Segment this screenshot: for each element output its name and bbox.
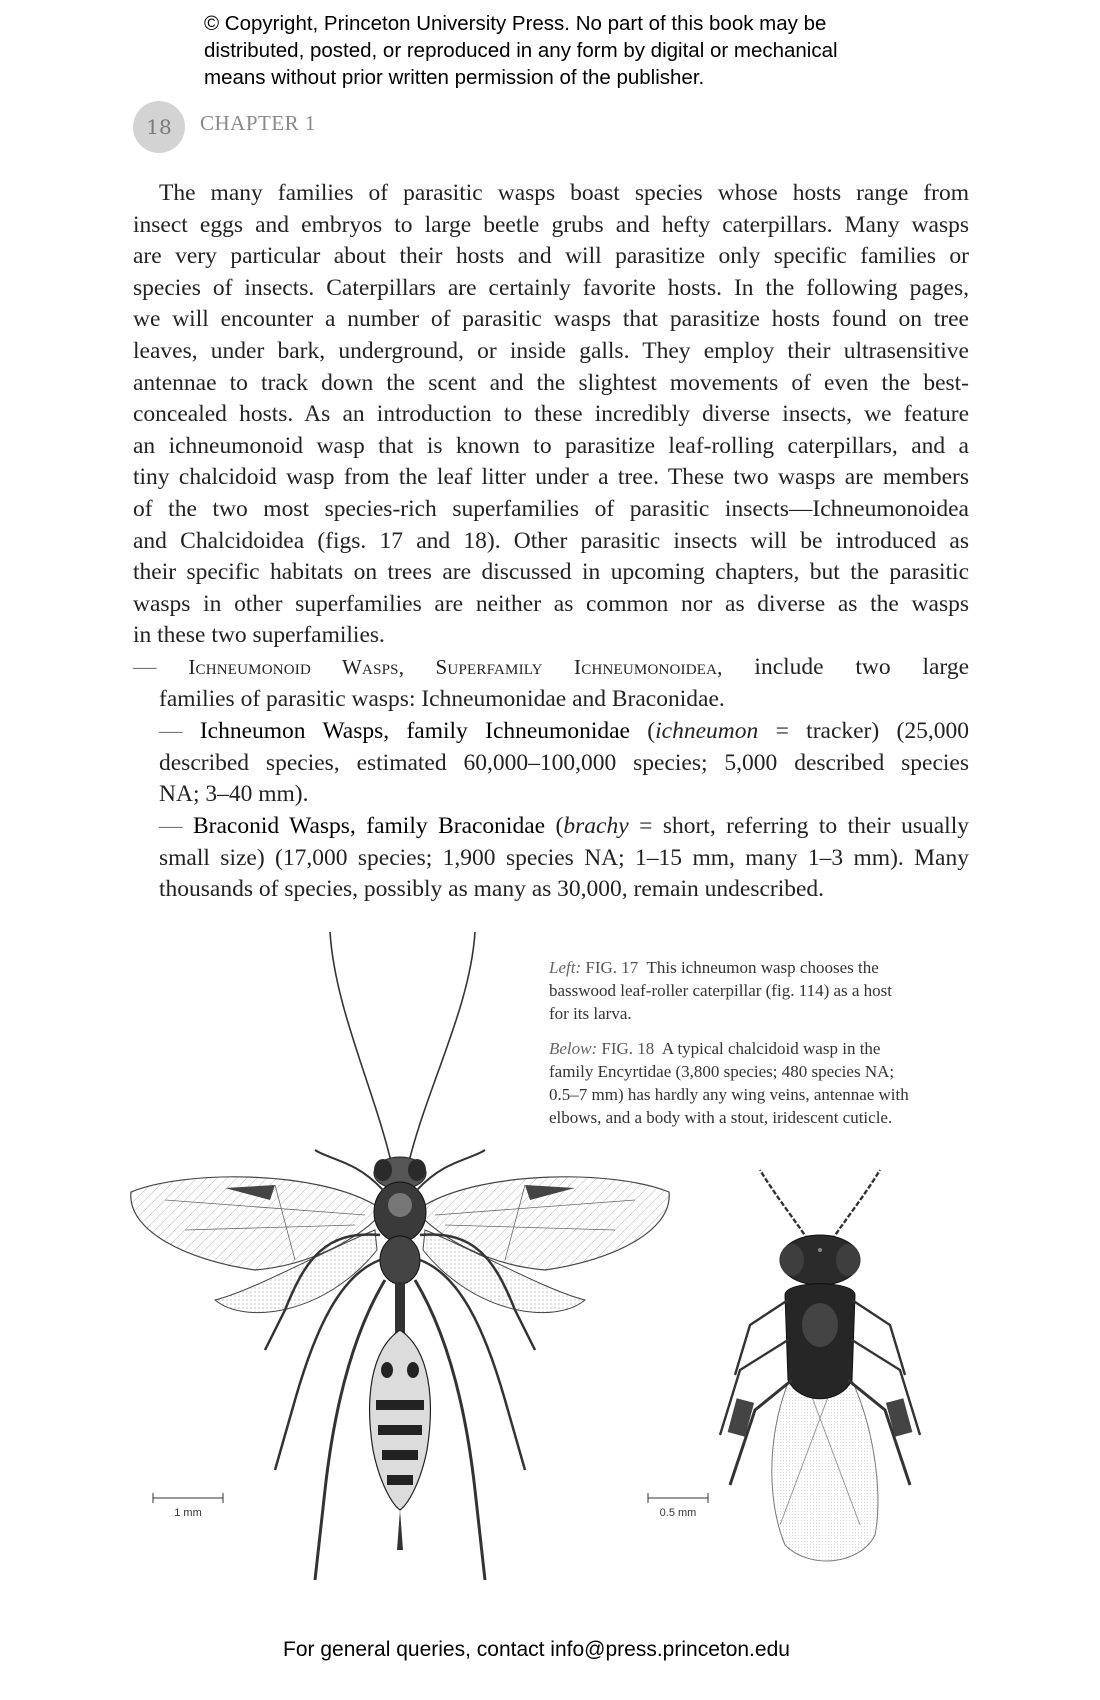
taxon-line (159, 811, 969, 843)
caption-text: This ichneumon wasp chooses the (646, 958, 879, 977)
ichneumon-wasp-illustration (125, 930, 685, 1590)
body-line: species of insects. Caterpillars are certainly favorite hosts. In the following pages, (133, 274, 969, 301)
body-line: The many families of parasitic wasps boast species whose hosts range from (159, 180, 969, 206)
body-line: insect eggs and embryos to large beetle grubs and hefty caterpillars. Many wasps (133, 211, 969, 238)
copyright-line: © Copyright, Princeton University Press. No part of this book may be (204, 12, 827, 35)
taxon-text: include two large (722, 654, 969, 680)
caption-line: elbows, and a body with a stout, iridescent cuticle. (549, 1108, 893, 1127)
copyright-line: means without prior written permission of the publisher. (204, 66, 705, 89)
etymology-word: brachy (563, 813, 629, 839)
caption-label: Left: (549, 958, 582, 977)
body-line: tiny chalcidoid wasp from the leaf litter under a tree. These two wasps are members (133, 464, 969, 491)
caption-line: 0.5–7 mm) has hardly any wing veins, antennae with (549, 1085, 909, 1104)
em-dash: — (159, 718, 183, 744)
taxon-line (133, 652, 969, 684)
taxon-family-ichneumonidae (159, 716, 969, 811)
taxon-family-braconidae (159, 811, 969, 906)
caption-line: for its larva. (549, 1004, 632, 1023)
taxon-line: small size) (17,000 species; 1,900 species NA; 1–15 mm, many 1–3 mm). Many (159, 844, 969, 871)
body-line: in these two superfamilies. (133, 622, 385, 649)
scale-bar (153, 1493, 223, 1519)
body-line: are very particular about their hosts and will parasitize only specific families or (133, 243, 969, 270)
figure-number: FIG. 18 (601, 1039, 655, 1058)
taxon-text: = short, referring to their usually (628, 813, 969, 839)
taxon-text: ( (629, 718, 656, 744)
taxon-line: families of parasitic wasps: Ichneumonidae and Braconidae. (159, 685, 725, 712)
body-line: of the two most species-rich superfamilies of parasitic insects—Ichneumonoidea (133, 495, 969, 522)
body-line: their specific habitats on trees are discussed in upcoming chapters, but the parasitic (133, 559, 969, 586)
figure-number: FIG. 17 (585, 958, 639, 977)
copyright-notice (204, 10, 964, 91)
body-line: wasps in other superfamilies are neither as common nor as diverse as the wasps (133, 590, 969, 617)
body-line: we will encounter a number of parasitic wasps that parasitize hosts found on tree (133, 306, 969, 333)
taxon-superfamily-ichneumonoidea (133, 652, 969, 715)
body-line: leaves, under bark, underground, or inside galls. They employ their ultrasensitive (133, 337, 969, 364)
taxon-line (159, 716, 969, 748)
footer-contact: For general queries, contact info@press.princeton.edu (283, 1638, 790, 1661)
taxon-name: Ichneumon Wasps, family Ichneumonidae (199, 718, 630, 744)
caption-text: A typical chalcidoid wasp in the (661, 1039, 881, 1058)
body-line: antennae to track down the scent and the slightest movements of even the best- (133, 369, 969, 396)
taxon-text: ( (545, 813, 564, 839)
chapter-title: CHAPTER 1 (200, 111, 316, 135)
scale-label: 1 mm (174, 1507, 202, 1519)
em-dash: — (159, 813, 183, 839)
caption-line: basswood leaf-roller caterpillar (fig. 114) as a host (549, 981, 893, 1000)
taxon-line: described species, estimated 60,000–100,000 species; 5,000 described species (159, 749, 969, 776)
body-line: concealed hosts. As an introduction to these incredibly diverse insects, we feature (133, 401, 969, 428)
taxon-name: Braconid Wasps, family Braconidae (192, 813, 546, 839)
body-line: an ichneumonoid wasp that is known to parasitize leaf-rolling caterpillars, and a (133, 432, 969, 459)
em-dash: — (133, 654, 157, 680)
etymology-word: ichneumon (655, 718, 759, 744)
page-number: 18 (133, 101, 185, 153)
taxon-line: NA; 3–40 mm). (159, 781, 309, 808)
body-paragraph (133, 178, 969, 652)
caption-label: Below: (549, 1039, 598, 1058)
taxon-line: thousands of species, possibly as many as 30,000, remain undescribed. (159, 876, 825, 903)
taxon-heading: Ichneumonoid Wasps, Superfamily Ichneumonoidea, (188, 655, 723, 679)
chalcid-wasp-illustration (659, 1165, 960, 1585)
body-line: and Chalcidoidea (figs. 17 and 18). Other parasitic insects will be introduced as (133, 527, 969, 554)
taxon-text: = tracker) (25,000 (758, 718, 969, 744)
scale-label: 0.5 mm (659, 1507, 697, 1519)
copyright-line: distributed, posted, or reproduced in any form by digital or mechanical (204, 39, 838, 62)
caption-line: family Encyrtidae (3,800 species; 480 species NA; (549, 1062, 895, 1081)
